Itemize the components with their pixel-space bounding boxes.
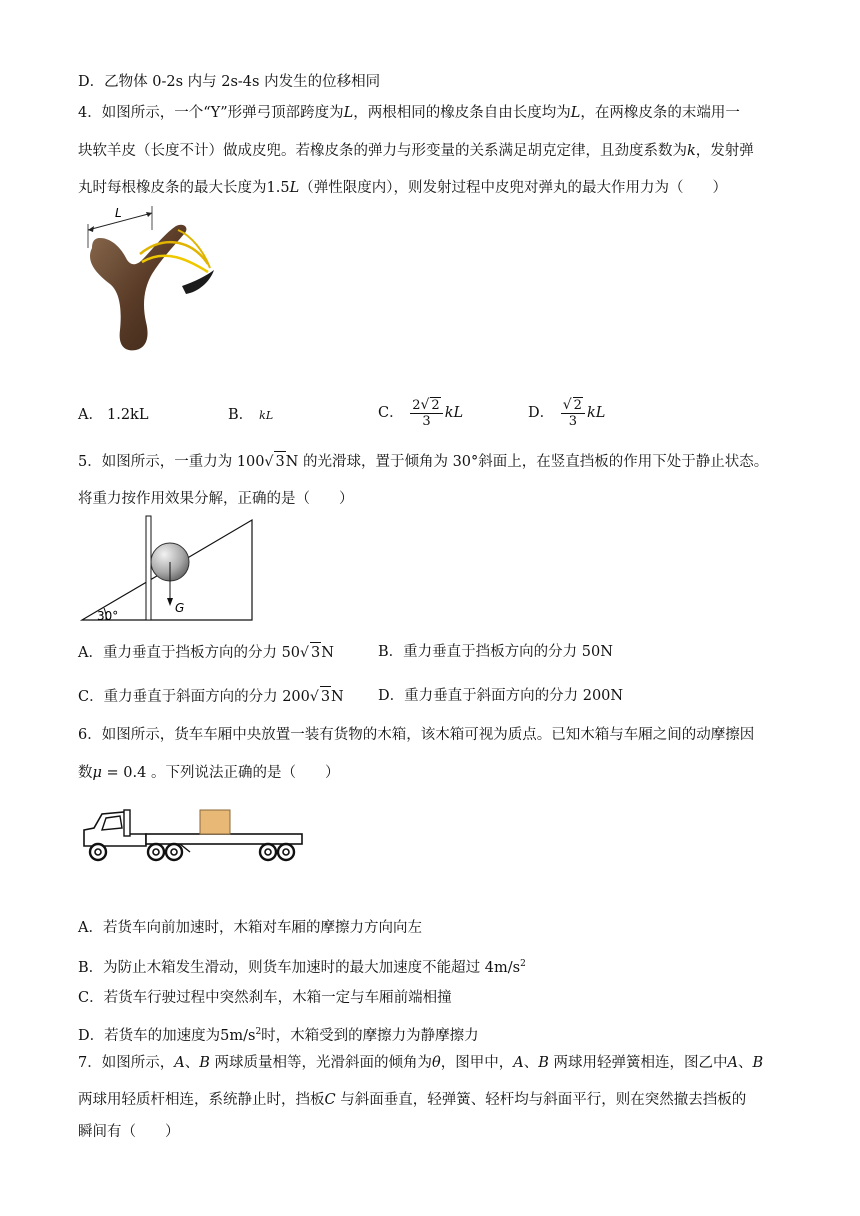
incline-figure [80, 512, 260, 626]
q4-option-c: C． $\frac{2√ 2}{3}$ kL [378, 397, 464, 429]
q5-option-a: A．重力垂直于挡板方向的分力 50√ 3N [78, 642, 334, 663]
q5-option-c: C．重力垂直于斜面方向的分力 200√ 3N [78, 686, 344, 707]
gravity-label: G [175, 601, 185, 615]
q6-option-b: B．为防止木箱发生滑动，则货车加速时的最大加速度不能超过 $4m/s^2$ [78, 959, 526, 976]
q4-option-d-fraction: $\frac{√ 2}{3}$ [561, 397, 585, 429]
q7-stem-line2: 两球用轻质杆相连，系统静止时，挡板C 与斜面垂直，轻弹簧、轻杆均与斜面平行，则在突然撤去挡板的 [78, 1092, 747, 1108]
q5-option-d: D．重力垂直于斜面方向的分力 200N [378, 688, 624, 704]
slingshot-span-label: L [115, 206, 122, 220]
q4-stem-line1: 4．如图所示，一个“Y”形弹弓顶部跨度为L，两根相同的橡皮条自由长度均为L，在两橡皮条的末端用一 [78, 105, 740, 121]
angle-label: 30° [97, 609, 119, 623]
slingshot-figure [80, 200, 230, 358]
q6-stem-line1: 6．如图所示，货车车厢中央放置一装有货物的木箱，该木箱可视为质点。已知木箱与车厢之间的动摩擦因 [78, 727, 755, 743]
q6-stem-line2: 数μ = 0.4 。下列说法正确的是（ ） [78, 765, 340, 781]
q5-option-b: B．重力垂直于挡板方向的分力 50N [378, 644, 613, 660]
truck-figure [80, 806, 306, 864]
q4-option-a: A． 1.2kL [78, 407, 149, 423]
q4-stem-line3: 丸时每根橡皮条的最大长度为1.5L（弹性限度内），则发射过程中皮兜对弹丸的最大作用力为（ ） [78, 180, 727, 196]
q7-stem-line1: 7．如图所示，A、B 两球质量相等，光滑斜面的倾角为θ，图甲中，A、B 两球用轻弹簧相连，图乙中A、B [78, 1055, 764, 1071]
q4-option-c-fraction: $\frac{2√ 2}{3}$ [410, 397, 442, 429]
q6-option-c: C．若货车行驶过程中突然刹车，木箱一定与车厢前端相撞 [78, 990, 452, 1006]
q5-stem-line2: 将重力按作用效果分解，正确的是（ ） [78, 491, 354, 507]
q4-option-d: D． $\frac{√ 2}{3}$ kL [528, 397, 606, 429]
q3-option-d: D．乙物体 0-2s 内与 2s-4s 内发生的位移相同 [78, 74, 381, 90]
q4-stem-line2: 块软羊皮（长度不计）做成皮兜。若橡皮条的弹力与形变量的关系满足胡克定律，且劲度系数为k，发射弹 [78, 143, 754, 159]
q4-option-b: B． kL [228, 407, 274, 423]
q6-option-a: A．若货车向前加速时，木箱对车厢的摩擦力方向向左 [78, 920, 422, 936]
q6-option-d: D．若货车的加速度为$5m/s^2$时，木箱受到的摩擦力为静摩擦力 [78, 1027, 479, 1044]
q5-stem-line1: 5．如图所示，一重力为 100√ 3N 的光滑球，置于倾角为 30°斜面上，在竖直挡板的作用下处于静止状态。 [78, 451, 768, 472]
q7-stem-line3: 瞬间有（ ） [78, 1124, 180, 1140]
